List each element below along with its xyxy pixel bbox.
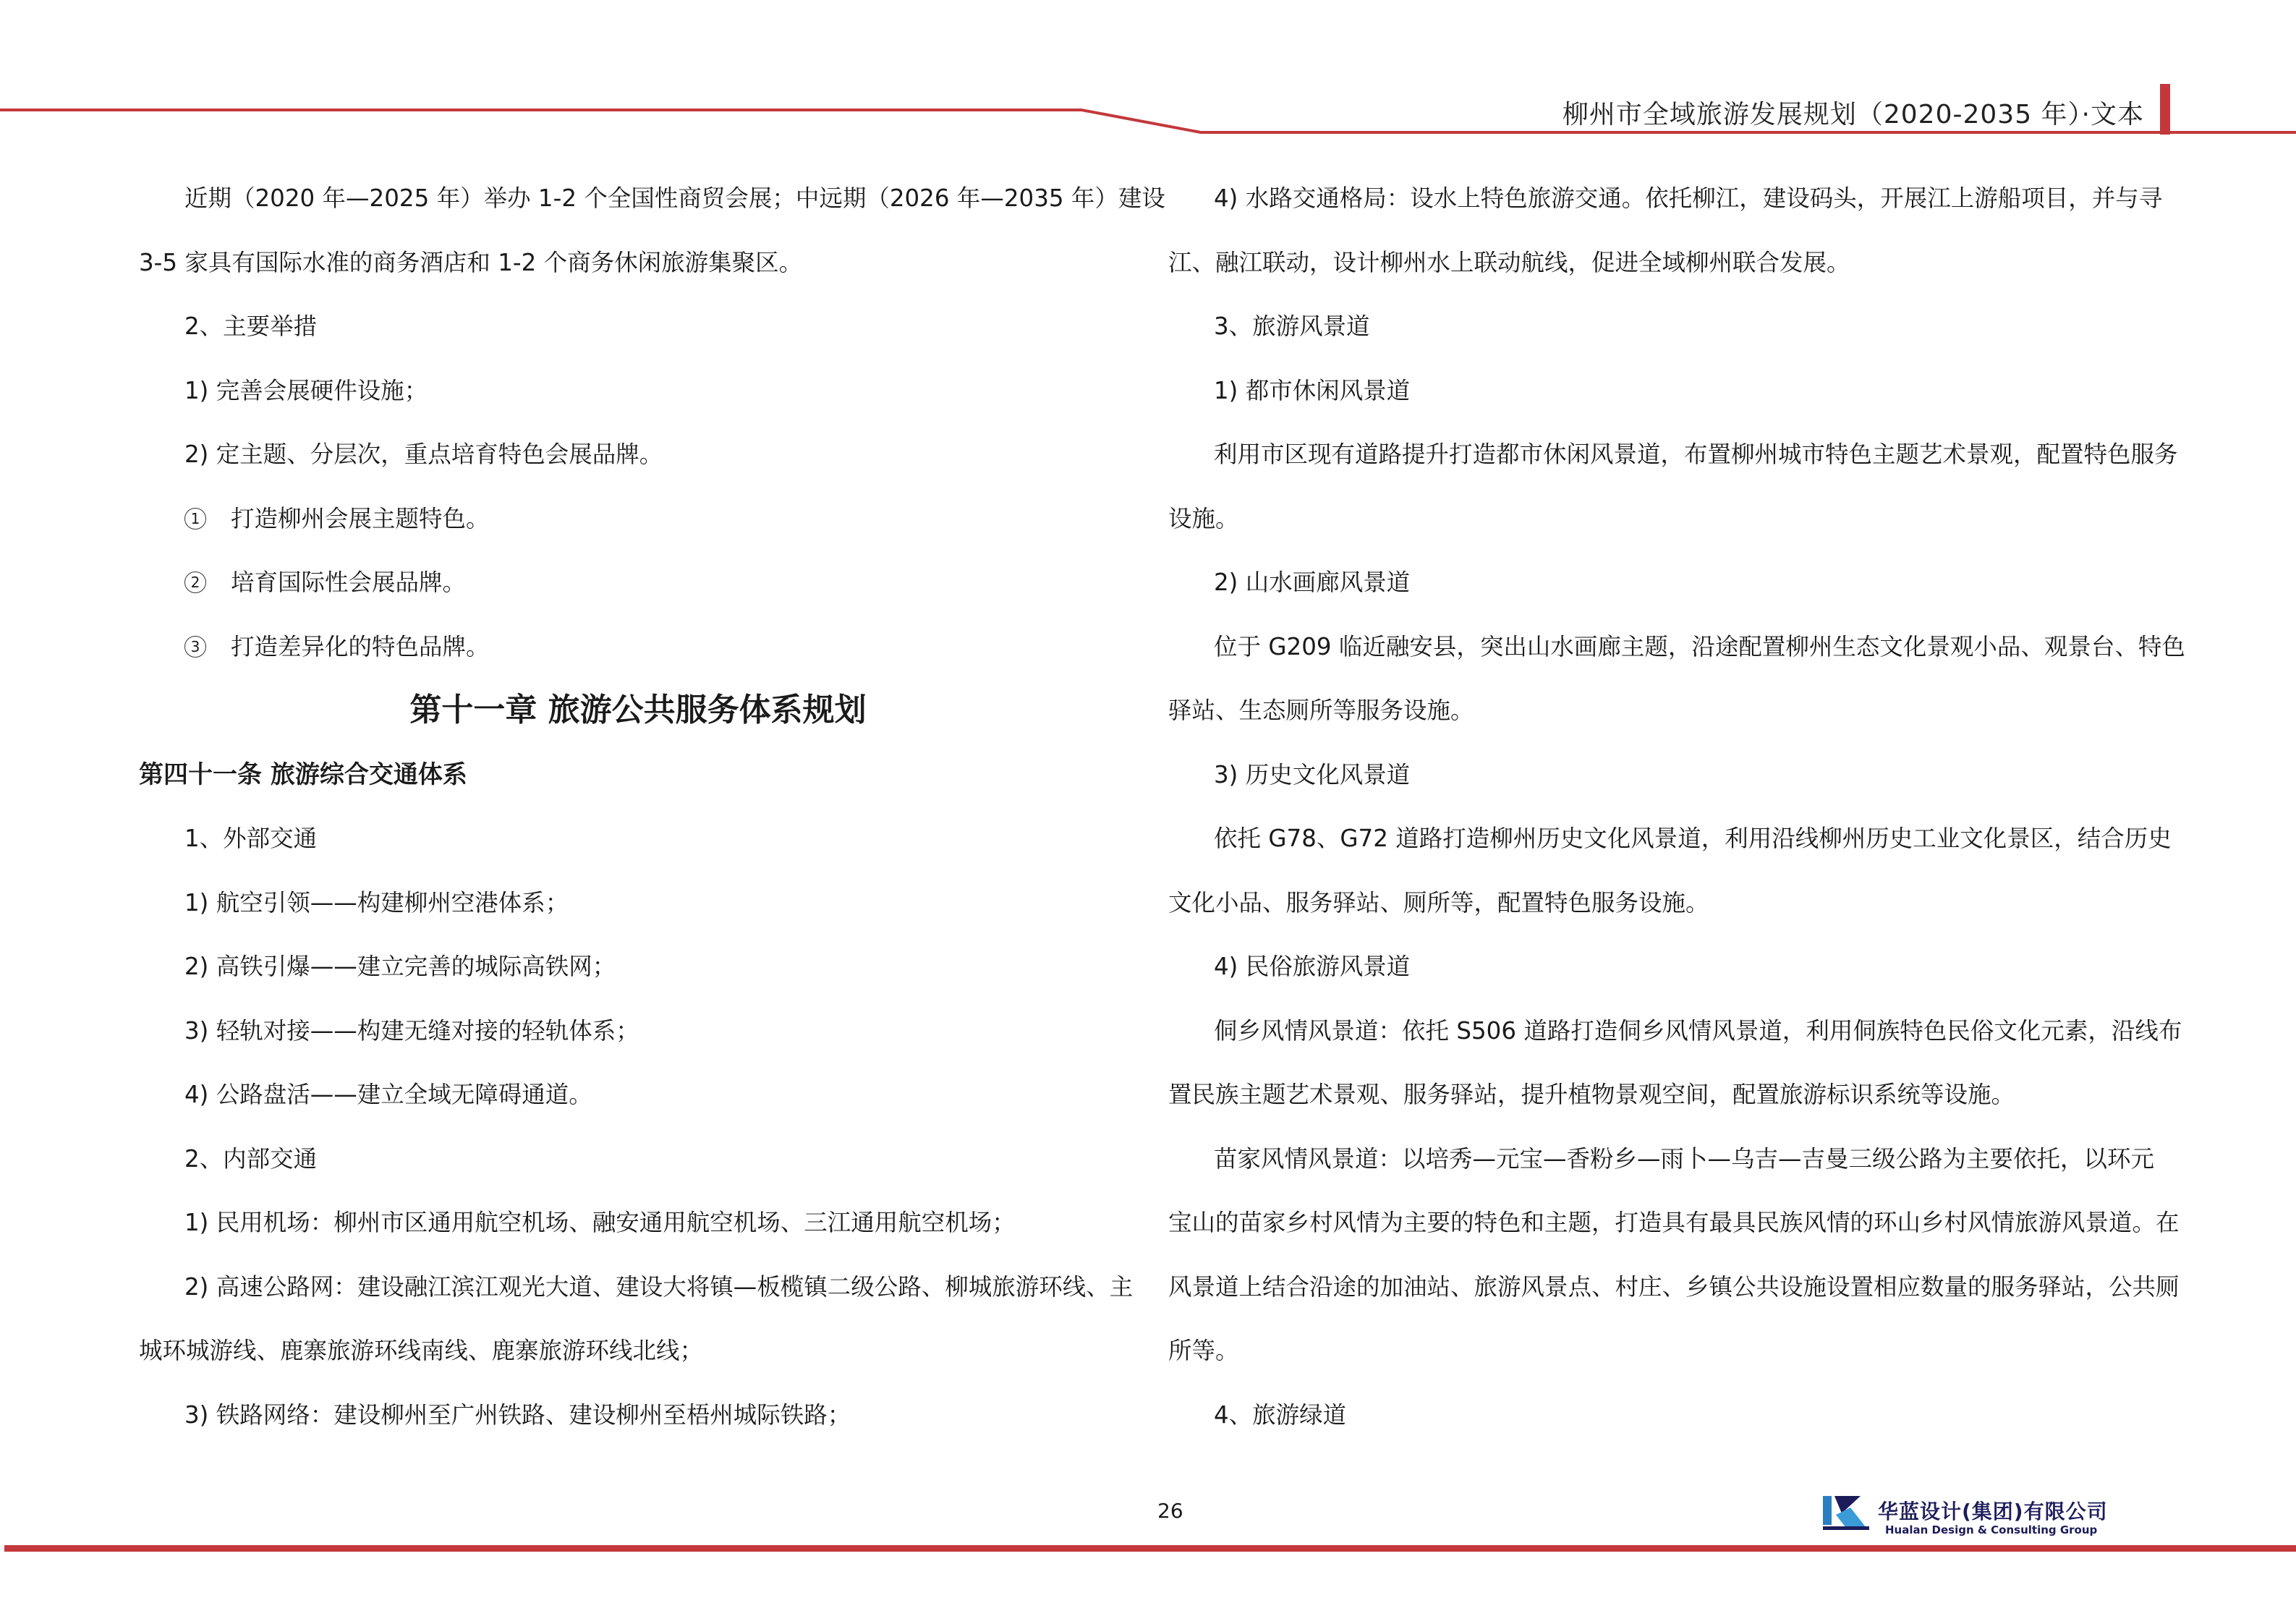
list-item — [139, 565, 1137, 629]
circled-number: 1 — [184, 508, 206, 530]
paragraph: 苗家风情风景道：以培秀—元宝—香粉乡—雨卜—乌吉—吉曼三级公路为主要依托，以环元 — [1214, 1144, 2155, 1173]
left-column — [139, 181, 1165, 1461]
section-heading: 3、旅游风景道 — [1214, 313, 1370, 340]
list-item-continued: 城环城游线、鹿寨旅游环线南线、鹿寨旅游环线北线； — [139, 1337, 704, 1364]
list-item: 4) 公路盘活——建立全域无障碍通道。 — [184, 1081, 592, 1108]
section-heading: 4、旅游绿道 — [1214, 1400, 1347, 1429]
paragraph: 驿站、生态厕所等服务设施。 — [1168, 697, 1474, 724]
list-item: 2) 高速公路网：建设融江滨江观光大道、建设大将镇—板榄镇二级公路、柳城旅游环线、主 — [184, 1272, 1134, 1301]
list-item: 1) 民用机场：柳州市区通用航空机场、融安通用航空机场、三江通用航空机场； — [184, 1209, 1016, 1236]
list-item: 1) 航空引领——构建柳州空港体系； — [184, 888, 569, 917]
circled-number: 2 — [184, 571, 206, 593]
circled-number: 3 — [184, 636, 206, 658]
section-heading: 1、外部交通 — [184, 825, 318, 852]
header-title: 柳州市全域旅游发展规划（2020-2035 年）·文本 — [1562, 100, 2144, 129]
list-item-text: 打造柳州会展主题特色。 — [231, 504, 490, 532]
paragraph: 利用市区现有道路提升打造都市休闲风景道，布置柳州城市特色主题艺术景观，配置特色服务 — [1214, 441, 2178, 468]
company-name: 华蓝设计(集团)有限公司 — [1878, 1500, 2108, 1523]
paragraph: 文化小品、服务驿站、厕所等，配置特色服务设施。 — [1168, 888, 1709, 917]
paragraph: 设施。 — [1168, 504, 1239, 532]
header-accent-bar — [2160, 84, 2170, 135]
paragraph: 近期（2020 年—2025 年）举办 1-2 个全国性商贸会展；中远期（2026 年—2035 年）建设 — [184, 184, 1165, 212]
list-item: 1) 完善会展硬件设施； — [184, 376, 428, 404]
paragraph: 所等。 — [1168, 1337, 1239, 1364]
article-title: 第四十一条 旅游综合交通体系 — [139, 760, 467, 789]
subsection-heading: 4) 民俗旅游风景道 — [1214, 953, 1411, 980]
paragraph: 4) 水路交通格局：设水上特色旅游交通。依托柳江，建设码头，开展江上游船项目，并与寻 — [1214, 184, 2163, 212]
paragraph: 3-5 家具有国际水准的商务酒店和 1-2 个商务休闲旅游集聚区。 — [139, 248, 803, 276]
company-name-english: Hualan Design & Consulting Group — [1885, 1523, 2098, 1536]
list-item: 3) 铁路网络：建设柳州至广州铁路、建设柳州至梧州城际铁路； — [184, 1400, 851, 1429]
paragraph: 风景道上结合沿途的加油站、旅游风景点、村庄、乡镇公共设施设置相应数量的服务驿站，公共厕 — [1168, 1272, 2180, 1301]
list-item: 3) 轻轨对接——构建无缝对接的轻轨体系； — [184, 1016, 639, 1045]
subsection-heading: 3) 历史文化风景道 — [1214, 760, 1411, 788]
paragraph: 置民族主题艺术景观、服务驿站，提升植物景观空间，配置旅游标识系统等设施。 — [1168, 1081, 2015, 1108]
list-item — [139, 501, 1137, 566]
page-number: 26 — [1157, 1499, 1183, 1523]
list-item-text: 培育国际性会展品牌。 — [231, 569, 467, 596]
list-item: 2) 高铁引爆——建立完善的城际高铁网； — [184, 953, 616, 980]
footer-rule — [4, 1545, 2296, 1552]
list-item: 2) 定主题、分层次，重点培育特色会展品牌。 — [184, 441, 663, 468]
paragraph: 位于 G209 临近融安县，突出山水画廊主题，沿途配置柳州生态文化景观小品、观景台、特色 — [1214, 632, 2185, 660]
chapter-title: 第十一章 旅游公共服务体系规划 — [409, 692, 867, 728]
subsection-heading: 2) 山水画廊风景道 — [1214, 569, 1411, 596]
subsection-heading: 1) 都市休闲风景道 — [1214, 376, 1411, 404]
right-column — [1168, 181, 2185, 1461]
list-item-text: 打造差异化的特色品牌。 — [231, 632, 490, 660]
section-heading: 2、主要举措 — [184, 313, 318, 340]
paragraph: 江、融江联动，设计柳州水上联动航线，促进全域柳州联合发展。 — [1168, 248, 1850, 276]
company-logo-icon — [1821, 1492, 1874, 1534]
paragraph: 侗乡风情风景道：依托 S506 道路打造侗乡风情风景道，利用侗族特色民俗文化元素，沿线布 — [1214, 1016, 2182, 1045]
paragraph: 宝山的苗家乡村风情为主要的特色和主题，打造具有最具民族风情的环山乡村风情旅游风景道。在 — [1168, 1209, 2180, 1236]
list-item — [139, 629, 1137, 694]
paragraph: 依托 G78、G72 道路打造柳州历史文化风景道，利用沿线柳州历史工业文化景区，结合历史 — [1214, 825, 2172, 852]
section-heading: 2、内部交通 — [184, 1144, 318, 1173]
